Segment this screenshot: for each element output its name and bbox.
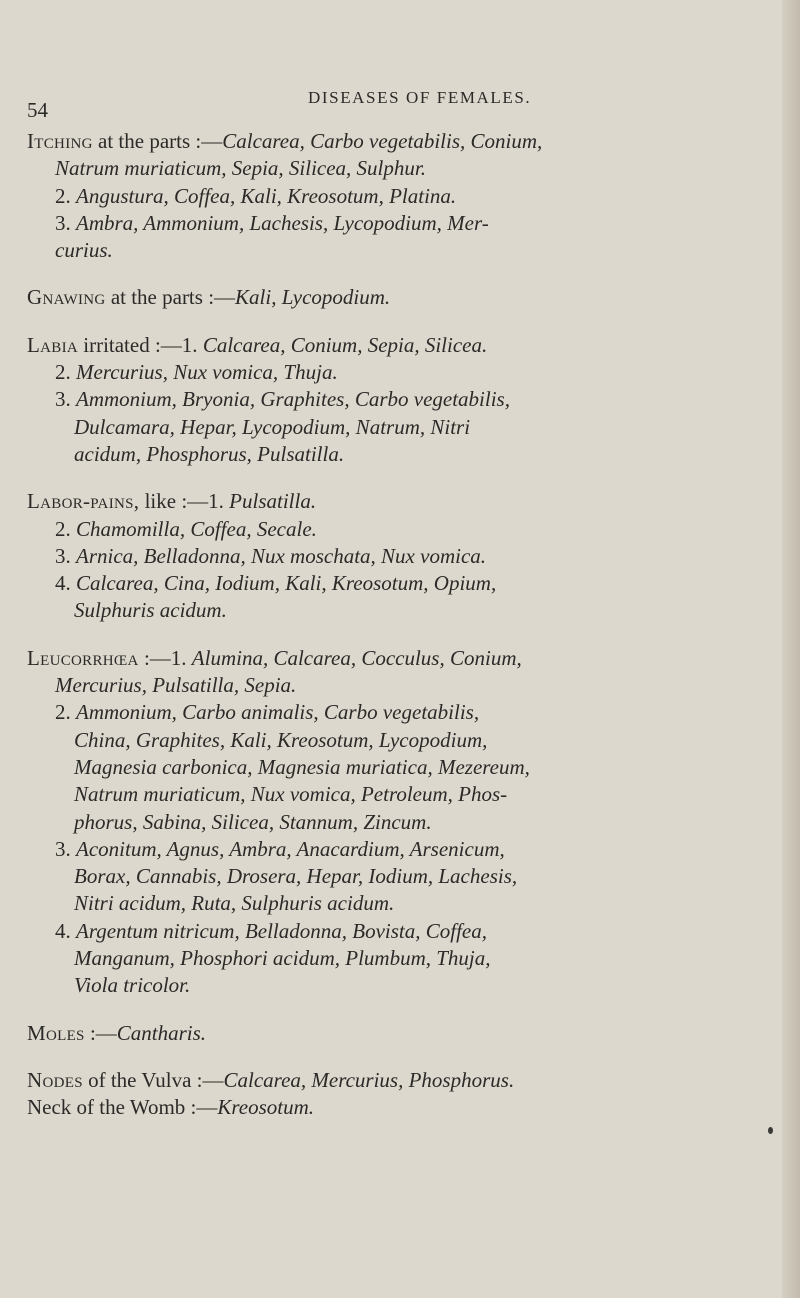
entry-heading: Gnawing bbox=[27, 285, 106, 310]
entry-neck-of-womb bbox=[27, 1094, 772, 1121]
entry-heading: Neck of the Womb :— bbox=[27, 1095, 218, 1120]
page-number: 54 bbox=[27, 98, 48, 122]
running-head: DISEASES OF FEMALES. bbox=[308, 88, 532, 107]
entry-labor-pains: Labor-pains, like :—1. Pulsatilla. 2. Chamomilla, Coffea, Secale. 3. Arnica, Belladonna, Nux moschata, Nux vomica. 4. Calcarea, Cina, Iodium, Kali, Kreosotum, Opium, Sulphuris acidum. bbox=[27, 489, 497, 623]
remedy-list: Kali, Lycopodium. bbox=[235, 285, 391, 310]
rubric-list bbox=[27, 128, 772, 1142]
ink-speck bbox=[768, 1127, 773, 1134]
entry-leucorrhoea: Leucorrhœa :—1. Alumina, Calcarea, Cocculus, Conium, Mercurius, Pulsatilla, Sepia. 2. Ammonium, Carbo animalis, Carbo vegetabilis, China, Graphites, Kali, Kreosotum, Lycopodium, Magnesia carbonica, Magnesia muriatica, Mezereum, Natrum muriaticum, Nux vomica, Petroleum, Phos- phorus, Sabina, Silicea, Stannum, Zincum. 3. Aconitum, Agnus, Ambra, Anacardium, Arsenicum, Borax, Cannabis, Drosera, Hepar, Iodium, Lachesis, Nitri acidum, Ruta, Sulphuris acidum. 4. Argentum nitricum, Belladonna, Bovista, Coffea, Manganum, Phosphori acidum, Plumbum, Thuja, Viola tricolor. bbox=[27, 645, 530, 998]
remedy-list: Alumina, Calcarea, Cocculus, Conium, bbox=[191, 645, 522, 670]
entry-moles: Moles :—Cantharis. bbox=[27, 1020, 207, 1045]
entry-gnawing: Gnawing at the parts :—Kali, Lycopodium. bbox=[27, 285, 391, 310]
entry-labia: Labia irritated :—1. Calcarea, Conium, Sepia, Silicea. 2. Mercurius, Nux vomica, Thuja. 3. Ammonium, Bryonia, Graphites, Carbo vegetabilis, Dulcamara, Hepar, Lycopodium, Natrum, Nitri acidum, Phosphorus, Pulsatilla. bbox=[27, 332, 510, 466]
remedy-list: Kreosotum. bbox=[217, 1095, 315, 1120]
entry-heading: Itching bbox=[27, 129, 93, 153]
entry-heading: Labia bbox=[27, 332, 78, 357]
entry-heading: Leucorrhœa bbox=[27, 645, 139, 670]
remedy-list: Calcarea, Mercurius, Phosphorus. bbox=[223, 1067, 515, 1092]
remedy-list: Calcarea, Conium, Sepia, Silicea. bbox=[202, 332, 488, 357]
remedy-list: Pulsatilla. bbox=[229, 489, 317, 514]
entry-itching: Itching at the parts :—Calcarea, Carbo vegetabilis, Conium, Natrum muriaticum, Sepia, Silicea, Sulphur. 2. Angustura, Coffea, Kali, Kreosotum, Platina. 3. Ambra, Ammonium, Lachesis, Lycopodium, Mer- curius. bbox=[27, 129, 543, 263]
remedy-list: Calcarea, Carbo vegetabilis, Conium, bbox=[222, 129, 543, 153]
entry-nodes: Nodes of the Vulva :—Calcarea, Mercurius, Phosphorus. bbox=[27, 1067, 515, 1092]
page-edge-shadow bbox=[782, 0, 800, 1298]
entry-heading: Labor-pains, bbox=[27, 489, 140, 514]
entry-heading: Nodes bbox=[27, 1067, 83, 1092]
entry-heading: Moles bbox=[27, 1020, 85, 1045]
remedy-list: Cantharis. bbox=[116, 1020, 207, 1045]
